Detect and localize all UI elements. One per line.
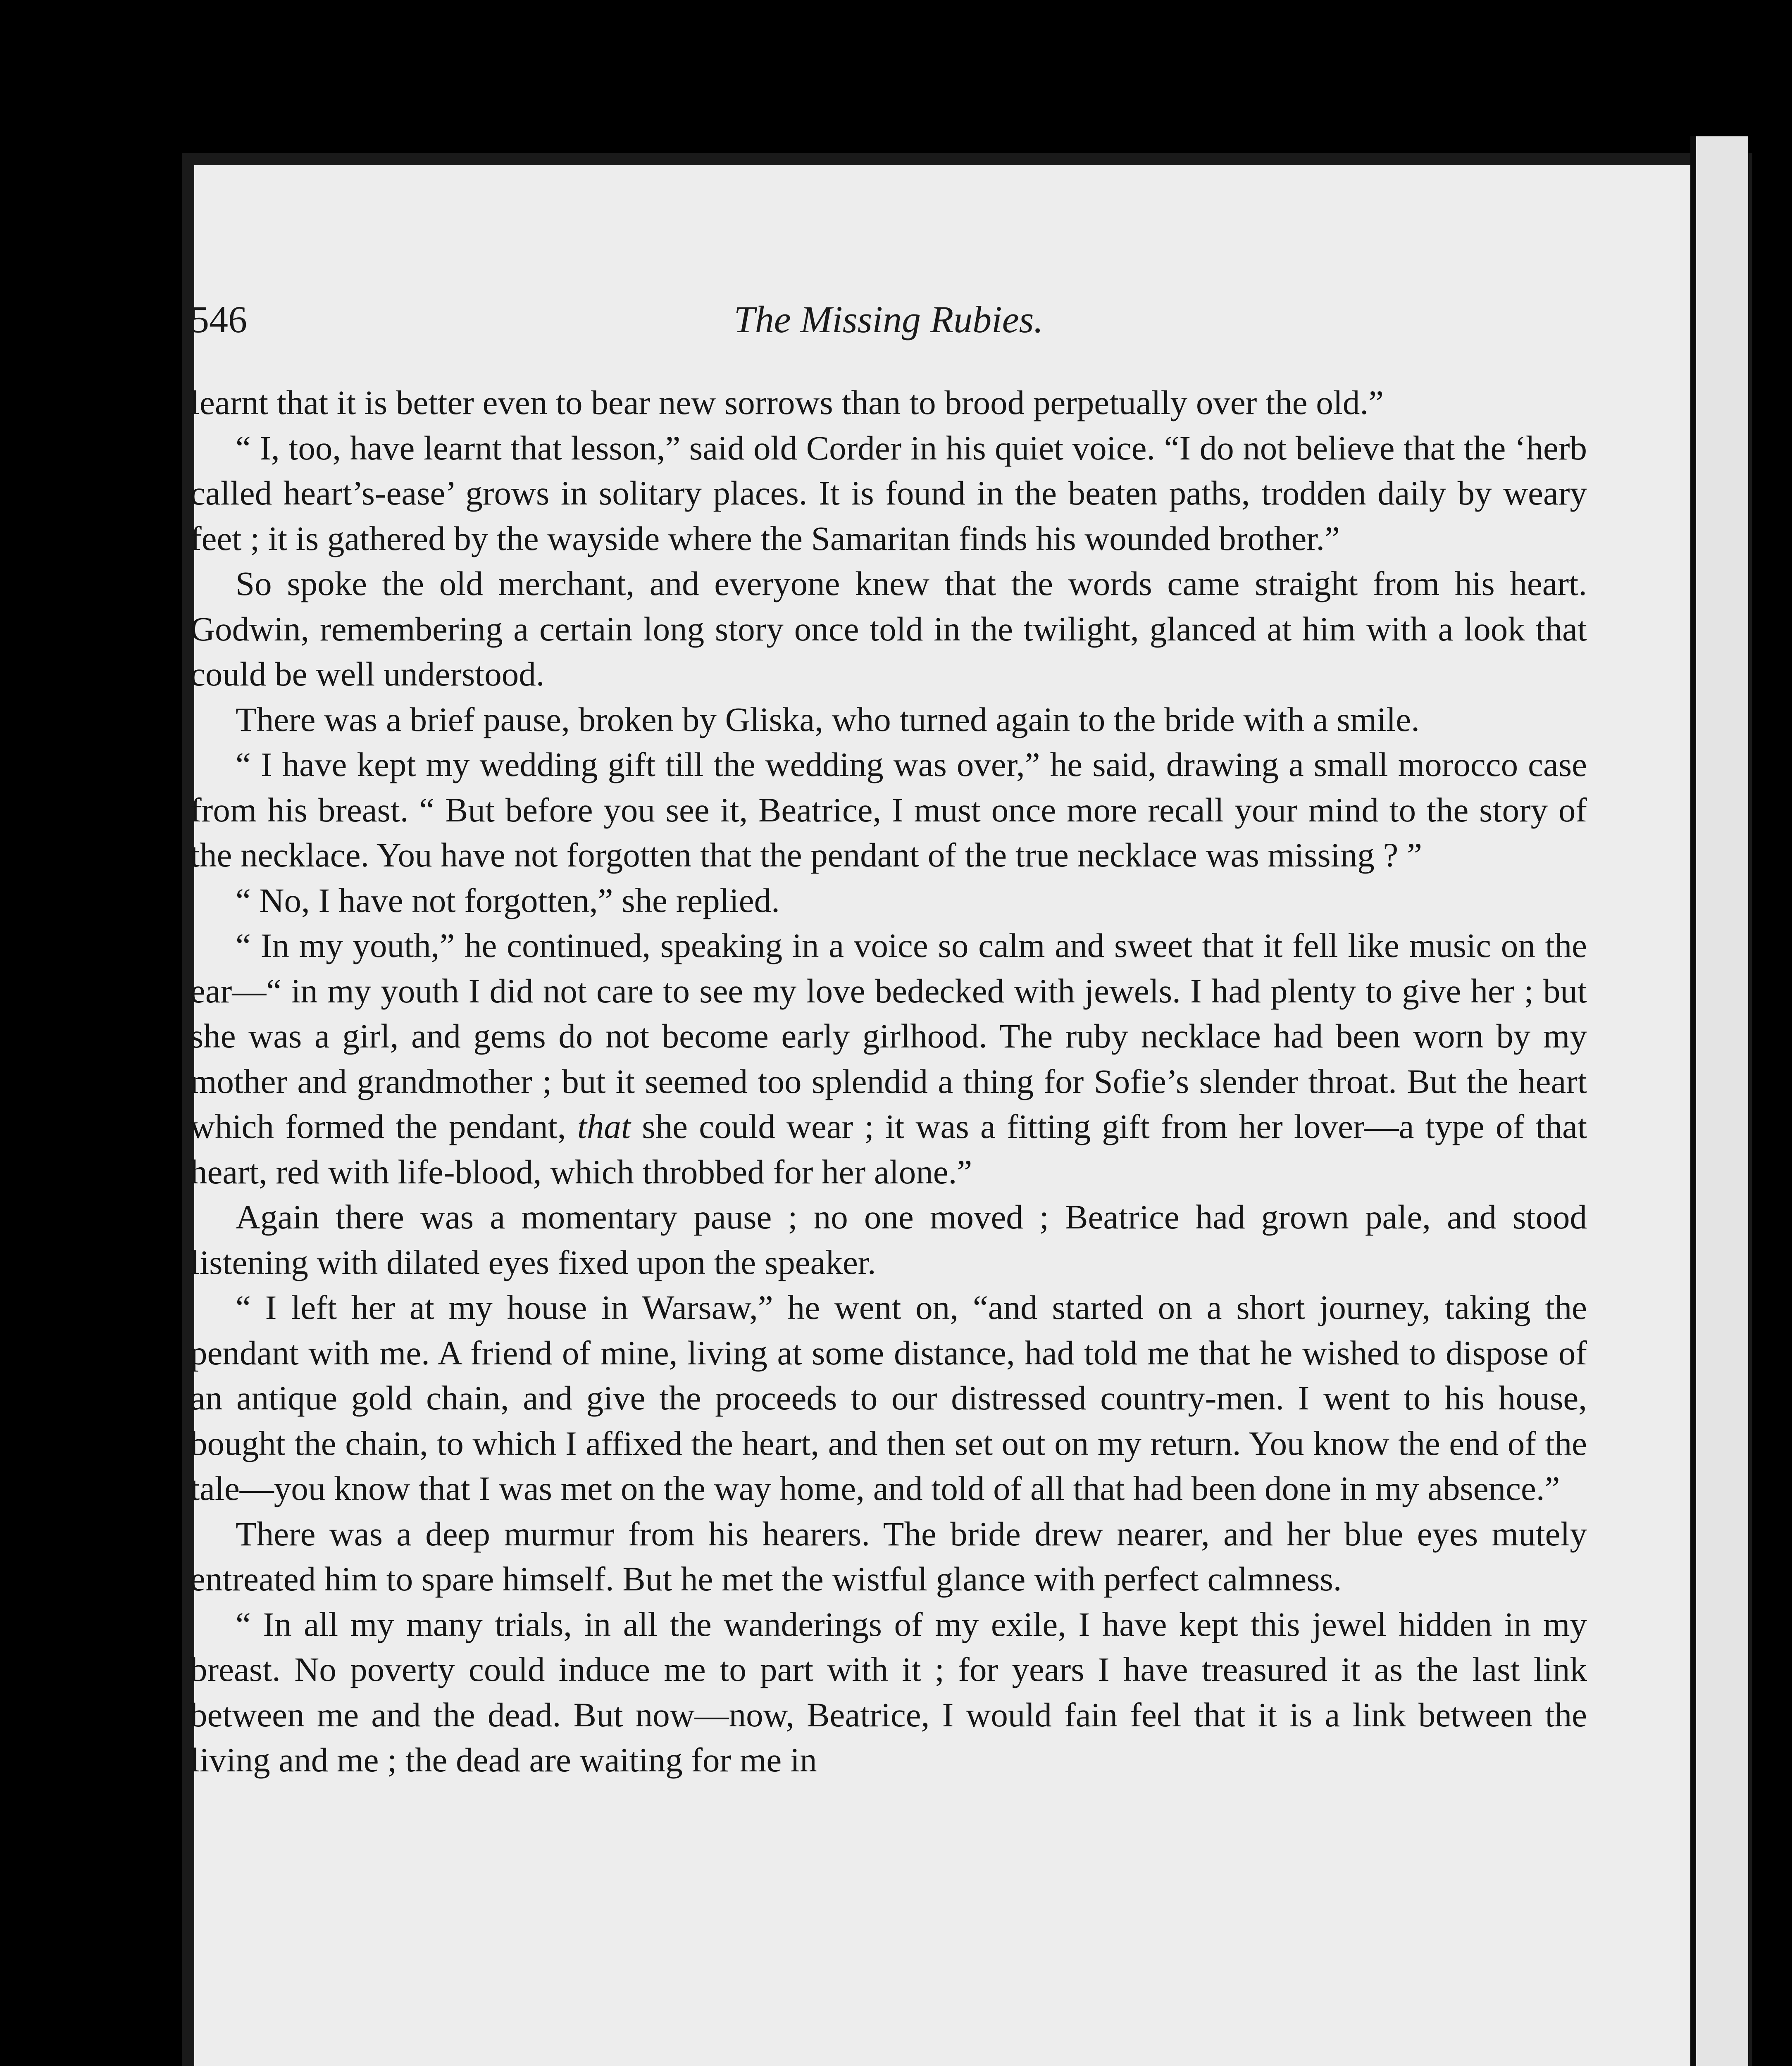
paragraph: “ I have kept my wedding gift till the wedding was over,” he said, drawing a small morocco case from his breast. “ But before you see it, Beatrice, I must once more recall your mind to the story of the necklace. You have not forgotten that the pendant of the true necklace was missing ? ” bbox=[190, 745, 1587, 874]
body-text bbox=[190, 380, 1587, 1783]
paragraph: learnt that it is better even to bear new sorrows than to brood perpetually over the old.” bbox=[190, 383, 1384, 421]
paragraph: There was a brief pause, broken by Gliska, who turned again to the bride with a smile. bbox=[236, 700, 1420, 738]
paragraph: “ I, too, have learnt that lesson,” said old Corder in his quiet voice. “I do not believe that the ‘herb called heart’s-ease’ grows in solitary places. It is found in the beaten paths, trodden daily by weary feet ; it is gathered by the wayside where the Samaritan finds his wounded brother.” bbox=[190, 428, 1587, 557]
paragraph bbox=[190, 923, 1587, 1195]
paragraph-text: “ In my youth,” he continued, speaking in a voice so calm and sweet that it fell like music on the ear—“ in my youth I did not care to see my love bedecked with jewels. I had plenty to give her ; but she was a girl, and gems do not become early girlhood. The ruby necklace had been worn by my mother and grandmother ; but it seemed too splendid a thing for Sofie’s slender throat. But the heart which formed the pendant, bbox=[190, 926, 1587, 1145]
page-header bbox=[190, 298, 1587, 347]
facing-page-edge bbox=[1690, 136, 1748, 2066]
emphasized-word: that bbox=[577, 1107, 631, 1145]
paragraph: So spoke the old merchant, and everyone knew that the words came straight from his heart. Godwin, remembering a certain long story once told in the twilight, glanced at him with a look that could be well understood. bbox=[190, 564, 1587, 693]
running-title: The Missing Rubies. bbox=[734, 298, 1044, 340]
paragraph: There was a deep murmur from his hearers. The bride drew nearer, and her blue eyes mutely entreated him to spare himself. But he met the wistful glance with perfect calmness. bbox=[190, 1514, 1587, 1598]
paragraph: “ I left her at my house in Warsaw,” he went on, “and started on a short journey, taking the pendant with me. A friend of mine, living at some distance, had told me that he wished to dispose of an antique gold chain, and give the proceeds to our distressed country-men. I went to his house, bought the chain, to which I affixed the heart, and then set out on my return. You know the end of the tale—you know that I was met on the way home, and told of all that had been done in my absence.” bbox=[190, 1288, 1587, 1507]
paragraph-text: she could wear ; it was a fitting gift from her lover—a type of that heart, red with life-blood, which throbbed for her alone.” bbox=[190, 1107, 1587, 1191]
paragraph: Again there was a momentary pause ; no one moved ; Beatrice had grown pale, and stood listening with dilated eyes fixed upon the speaker. bbox=[190, 1198, 1587, 1281]
paragraph: “ In all my many trials, in all the wanderings of my exile, I have kept this jewel hidden in my breast. No poverty could induce me to part with it ; for years I have treasured it as the last link between me and the dead. But now—now, Beatrice, I would fain feel that it is a link between the living and me ; the dead are waiting for me in bbox=[190, 1605, 1587, 1779]
page-number: 546 bbox=[190, 298, 247, 340]
paragraph: “ No, I have not forgotten,” she replied. bbox=[236, 881, 780, 919]
